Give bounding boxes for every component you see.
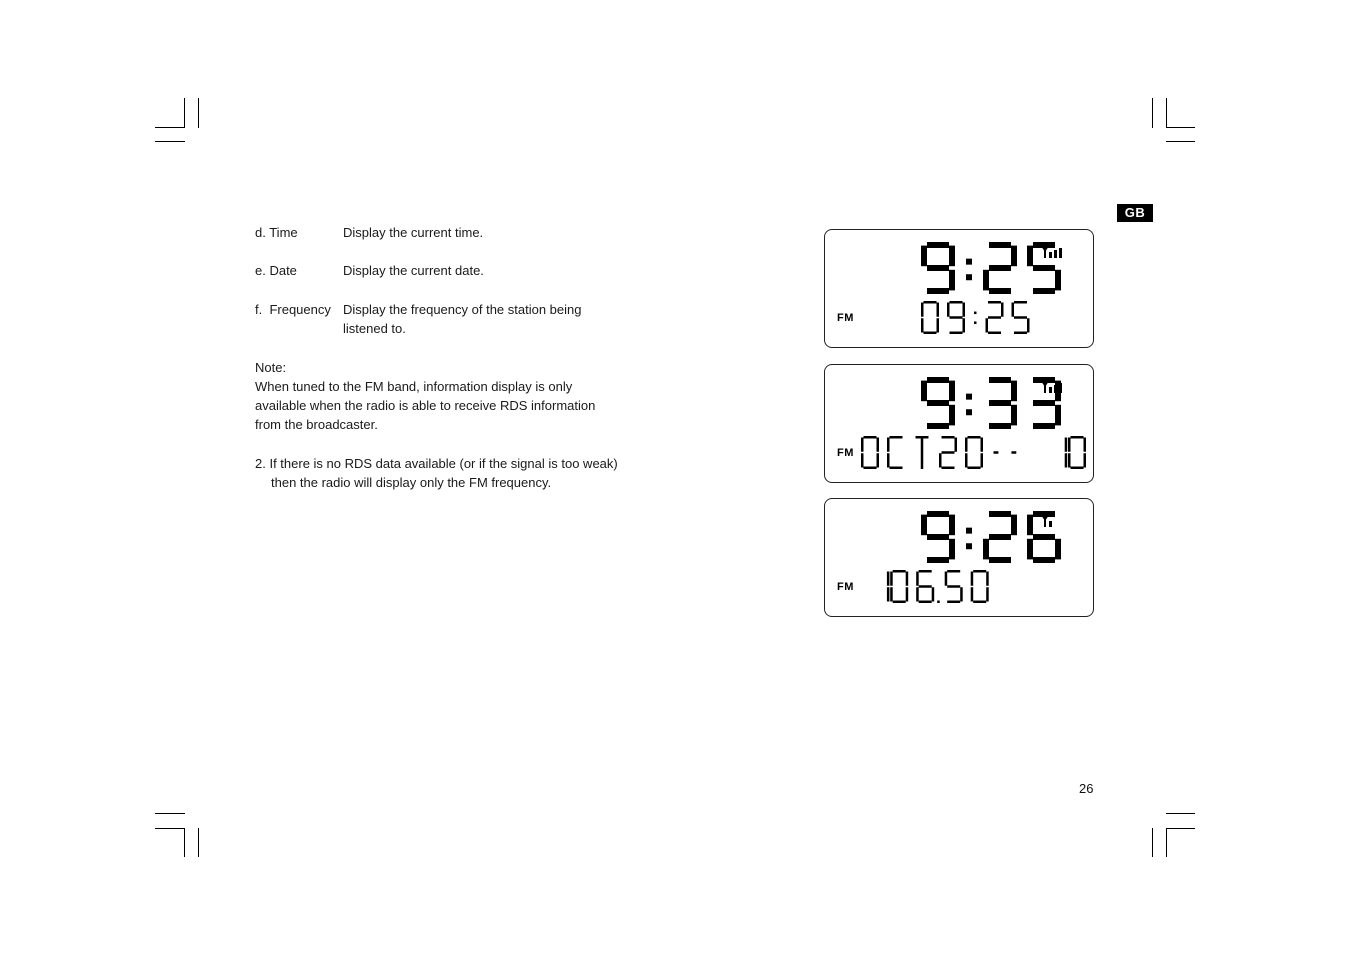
lcd-segment	[971, 572, 974, 586]
lcd-segment	[986, 318, 989, 332]
lcd-segment	[1011, 246, 1017, 267]
lcd-segment	[919, 570, 932, 573]
lcd-colon-dot	[974, 312, 977, 315]
lcd-segment	[949, 246, 955, 267]
lcd-segment	[1027, 515, 1033, 536]
lcd-segment	[1033, 265, 1055, 271]
lcd-segment	[945, 572, 948, 586]
lcd-segment	[916, 587, 919, 601]
lcd-segment	[921, 439, 924, 470]
lcd-segment	[1033, 400, 1055, 406]
crop-mark-bottom-left	[198, 828, 199, 857]
definition-desc-frequency-line1: Display the frequency of the station being	[343, 302, 582, 317]
note-line: When tuned to the FM band, information display is only	[255, 379, 573, 394]
lcd-segment	[968, 467, 981, 470]
lcd-segment	[973, 601, 986, 604]
definition-desc-frequency-line2: listened to.	[343, 321, 406, 336]
lcd-segment	[927, 511, 949, 517]
signal-bar	[1054, 385, 1057, 393]
lcd-clock-digits	[921, 511, 1061, 563]
crop-mark-top-left	[184, 98, 185, 128]
lcd-segment	[1011, 405, 1017, 426]
lcd-segment	[983, 270, 989, 291]
definition-desc-time: Display the current time.	[343, 225, 484, 240]
lcd-segment	[1011, 515, 1017, 536]
lcd-segment	[1014, 301, 1027, 304]
lcd-segment	[1014, 316, 1027, 319]
lcd-segment	[949, 405, 955, 426]
lcd-segments	[825, 365, 1093, 482]
lcd-segment	[949, 381, 955, 402]
lcd-segment	[906, 572, 909, 586]
lcd-segment	[1065, 438, 1068, 452]
lcd-segment	[861, 438, 864, 452]
lcd-segment	[989, 557, 1011, 563]
lcd-colon-dot	[966, 409, 972, 415]
definition-term-time: d. Time	[255, 225, 298, 240]
lcd-segment	[877, 453, 880, 467]
crop-mark-bottom-left	[184, 828, 185, 857]
lcd-segment	[887, 453, 890, 467]
crop-mark-bottom-right	[1166, 828, 1167, 857]
lcd-segment	[927, 423, 949, 429]
lcd-segment	[924, 301, 937, 304]
lcd-segment	[890, 467, 903, 470]
crop-mark-bottom-right	[1166, 813, 1195, 814]
lcd-segment	[989, 288, 1011, 294]
lcd-segment	[986, 572, 989, 586]
lcd-segment	[994, 451, 999, 454]
lcd-segment	[965, 453, 968, 467]
lcd-colon-dot	[966, 394, 972, 400]
lcd-segment	[1065, 453, 1068, 467]
crop-mark-bottom-left	[155, 813, 185, 814]
lcd-segment	[916, 572, 919, 586]
lcd-segment	[947, 585, 960, 588]
lcd-info-digits	[921, 301, 1030, 334]
crop-mark-top-right	[1166, 127, 1195, 128]
lcd-segment	[981, 438, 984, 452]
lcd-clock-digits	[921, 242, 1061, 294]
lcd-colon-dot	[966, 259, 972, 265]
lcd-segment	[950, 332, 963, 335]
lcd-segment	[939, 453, 942, 467]
lcd-segment	[1084, 438, 1087, 452]
lcd-segment	[890, 587, 893, 601]
lcd-segment	[893, 601, 906, 604]
lcd-segment	[942, 451, 955, 454]
lcd-segments	[825, 499, 1093, 616]
lcd-segment	[937, 303, 940, 317]
lcd-segment	[890, 436, 903, 439]
lcd-segment	[927, 534, 949, 540]
lcd-segment	[942, 467, 955, 470]
lcd-segment	[950, 316, 963, 319]
lcd-colon-dot	[966, 528, 972, 534]
definition-term-frequency: f. Frequency	[255, 302, 331, 317]
lcd-segment	[1014, 332, 1027, 335]
lcd-segment	[893, 570, 906, 573]
lcd-segment	[963, 303, 966, 317]
lcd-segment	[947, 303, 950, 317]
signal-bar	[1059, 383, 1062, 393]
crop-mark-top-right	[1166, 141, 1195, 142]
crop-mark-top-left	[155, 141, 185, 142]
lcd-segment	[1068, 438, 1071, 452]
crop-mark-bottom-right	[1152, 828, 1153, 857]
signal-bar	[1054, 250, 1057, 258]
lcd-segment	[927, 557, 949, 563]
definition-term-date: e. Date	[255, 263, 297, 278]
lcd-segment	[921, 515, 927, 536]
lcd-segment	[988, 301, 1001, 304]
lcd-segment	[989, 400, 1011, 406]
lcd-segment	[927, 242, 949, 248]
lcd-segment	[927, 288, 949, 294]
lcd-segment	[968, 436, 981, 439]
lcd-segment	[963, 318, 966, 332]
note-line: from the broadcaster.	[255, 417, 378, 432]
point-2-line1: 2. If there is no RDS data available (or if the signal is too weak)	[255, 456, 618, 471]
lcd-segment	[864, 436, 877, 439]
lcd-segment	[989, 377, 1011, 383]
lcd-segment	[1055, 539, 1061, 560]
lcd-display-time	[824, 229, 1094, 348]
lcd-segment	[989, 423, 1011, 429]
lcd-decimal-point	[937, 601, 940, 604]
language-badge: GB	[1117, 204, 1153, 222]
lcd-segment	[989, 534, 1011, 540]
lcd-segment	[919, 585, 932, 588]
lcd-segment	[1084, 453, 1087, 467]
lcd-segment	[1027, 246, 1033, 267]
lcd-segment	[981, 453, 984, 467]
lcd-segment	[955, 438, 958, 452]
lcd-segment	[924, 332, 937, 335]
lcd-segment	[877, 438, 880, 452]
lcd-segment	[1071, 467, 1084, 470]
lcd-segment	[947, 570, 960, 573]
lcd-segment	[1033, 534, 1055, 540]
lcd-segment	[887, 438, 890, 452]
crop-mark-top-left	[155, 127, 185, 128]
note-line: available when the radio is able to receive RDS information	[255, 398, 596, 413]
lcd-info-digits	[887, 570, 989, 603]
band-label: FM	[837, 581, 854, 593]
lcd-segment	[921, 381, 927, 402]
lcd-segment	[1011, 381, 1017, 402]
lcd-segment	[947, 601, 960, 604]
lcd-info-digits	[861, 436, 1086, 469]
lcd-segments	[825, 230, 1093, 347]
lcd-segment	[949, 515, 955, 536]
lcd-segment	[949, 539, 955, 560]
lcd-colon-dot	[974, 321, 977, 324]
crop-mark-bottom-left	[155, 828, 185, 829]
lcd-segment	[989, 511, 1011, 517]
lcd-segment	[906, 587, 909, 601]
lcd-clock-digits	[921, 377, 1061, 429]
lcd-segment	[921, 303, 924, 317]
lcd-display-date	[824, 364, 1094, 483]
lcd-display-frequency	[824, 498, 1094, 617]
lcd-segment	[942, 436, 955, 439]
signal-bar	[1059, 248, 1062, 258]
lcd-segment	[921, 318, 924, 332]
lcd-segment	[971, 587, 974, 601]
point-2-line2: then the radio will display only the FM frequency.	[271, 475, 552, 490]
lcd-segment	[989, 265, 1011, 271]
lcd-segment	[973, 570, 986, 573]
lcd-segment	[960, 587, 963, 601]
signal-bar	[1049, 252, 1052, 258]
lcd-colon-dot	[966, 274, 972, 280]
crop-mark-top-left	[198, 98, 199, 128]
crop-mark-top-right	[1152, 98, 1153, 128]
lcd-segment	[919, 601, 932, 604]
lcd-segment	[887, 587, 890, 601]
definition-desc-date: Display the current date.	[343, 263, 484, 278]
lcd-segment	[1033, 423, 1055, 429]
lcd-segment	[950, 301, 963, 304]
lcd-segment	[927, 400, 949, 406]
lcd-segment	[1068, 453, 1071, 467]
lcd-segment	[864, 467, 877, 470]
lcd-segment	[988, 332, 1001, 335]
lcd-segment	[1055, 405, 1061, 426]
lcd-segment	[887, 572, 890, 586]
lcd-segment	[916, 436, 929, 439]
lcd-segment	[1033, 288, 1055, 294]
band-label: FM	[837, 312, 854, 324]
lcd-segment	[986, 587, 989, 601]
note-heading: Note:	[255, 360, 287, 375]
lcd-segment	[949, 270, 955, 291]
lcd-segment	[1033, 557, 1055, 563]
lcd-segment	[1055, 270, 1061, 291]
lcd-segment	[1027, 539, 1033, 560]
lcd-segment	[1011, 451, 1016, 454]
lcd-segment	[932, 587, 935, 601]
lcd-segment	[1027, 318, 1030, 332]
band-label: FM	[837, 447, 854, 459]
lcd-segment	[965, 438, 968, 452]
lcd-segment	[890, 572, 893, 586]
lcd-segment	[861, 453, 864, 467]
lcd-segment	[988, 316, 1001, 319]
signal-bar	[1049, 521, 1052, 527]
crop-mark-bottom-right	[1166, 828, 1195, 829]
page-number: 26	[1079, 781, 1094, 796]
lcd-segment	[1012, 303, 1015, 317]
lcd-segment	[927, 265, 949, 271]
lcd-colon-dot	[966, 543, 972, 549]
lcd-segment	[989, 242, 1011, 248]
lcd-segment	[983, 539, 989, 560]
signal-bar	[1049, 387, 1052, 393]
lcd-segment	[1001, 303, 1004, 317]
lcd-segment	[921, 246, 927, 267]
lcd-segment	[927, 377, 949, 383]
lcd-segment	[937, 318, 940, 332]
crop-mark-top-right	[1166, 98, 1167, 128]
lcd-segment	[1071, 436, 1084, 439]
